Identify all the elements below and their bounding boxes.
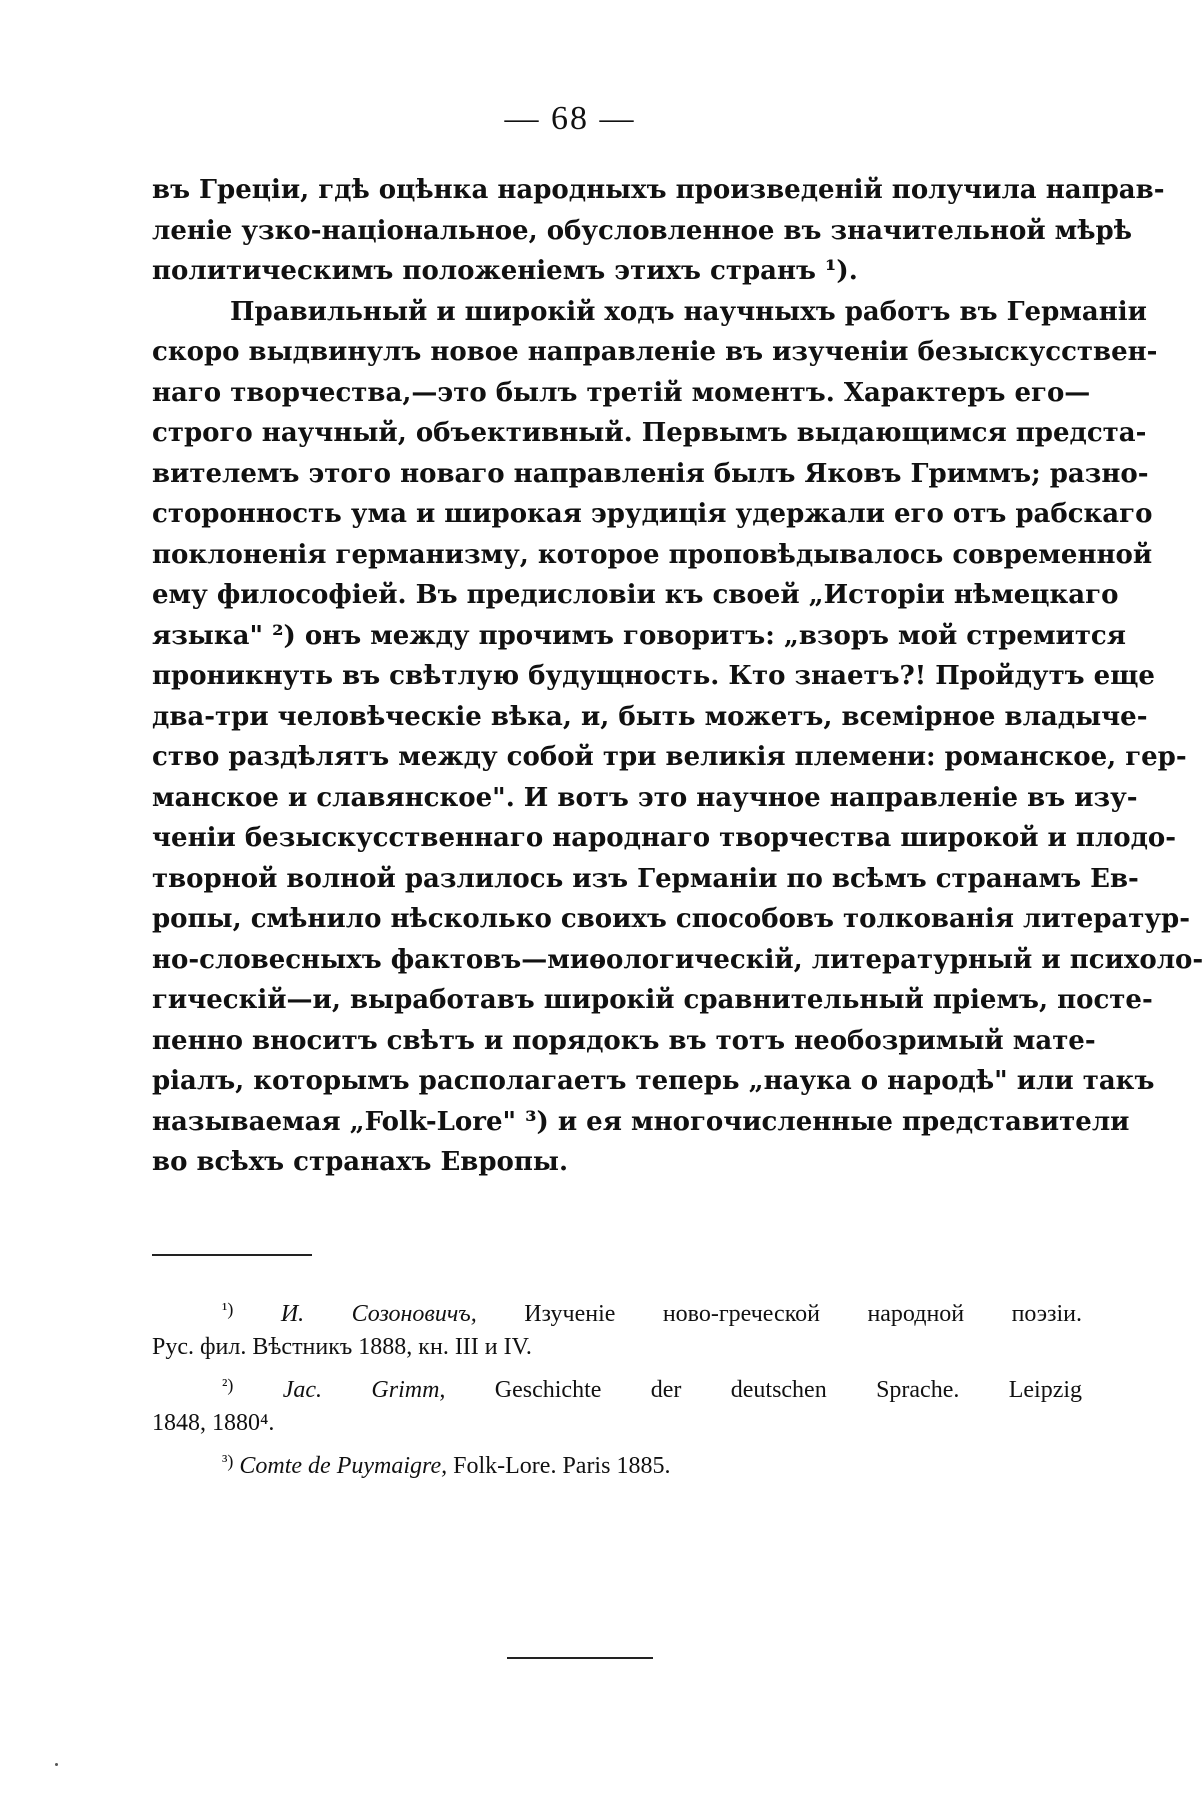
text-line: творной волной разлилось изъ Германіи по всѣмъ странамъ Ев- (152, 863, 1139, 894)
footnote-author: Comte de Puymaigre, (239, 1453, 448, 1479)
text-line: поклоненія германизму, которое проповѣдывалось современной (152, 539, 1153, 570)
footnote-3 (152, 1442, 1082, 1480)
text-line: въ Греціи, гдѣ оцѣнка народныхъ произведеній получила направ- (152, 175, 1165, 205)
text-line: проникнуть въ свѣтлую будущность. Кто знаетъ?! Пройдутъ еще (152, 661, 1155, 691)
text-line: но-словесныхъ фактовъ—миѳологическій, литературный и психоло- (152, 944, 1203, 975)
text-line: ство раздѣлятъ между собой три великія племени: романское, гер- (152, 742, 1187, 772)
text-line: во всѣхъ странахъ Европы. (152, 1147, 569, 1177)
text-line: скоро выдвинулъ новое направленіе въ изученіи безыскусствен- (152, 337, 1158, 367)
text-line: ропы, смѣнило нѣсколько своихъ способовъ толкованія литератур- (152, 904, 1191, 934)
footnote-marker: ²) (222, 1375, 234, 1395)
text-line: ріалъ, которымъ располагаетъ теперь „наука о народѣ" или такъ (152, 1066, 1155, 1096)
text-line: наго творчества,—это былъ третій моментъ. Характеръ его— (152, 377, 1091, 408)
footnote-1 (152, 1290, 1082, 1328)
text-line: ему философіей. Въ предисловіи къ своей „Исторіи нѣмецкаго (152, 580, 1119, 610)
body-text (152, 170, 1203, 1183)
footnote-marker: ¹) (222, 1299, 234, 1319)
footnote-author: И. Созоновичъ, (280, 1301, 477, 1327)
end-rule (507, 1657, 653, 1659)
text-line: леніе узко-національное, обусловленное въ значительной мѣрѣ (152, 215, 1132, 246)
text-line: политическимъ положеніемъ этихъ странъ ¹). (152, 256, 858, 286)
footnote-separator (152, 1254, 312, 1256)
footnote-1-continuation: Рус. фил. Вѣстникъ 1888, кн. III и IV. (152, 1334, 532, 1360)
footnote-text: Folk-Lore. Paris 1885. (453, 1453, 671, 1479)
text-line: строго научный, объективный. Первымъ выдающимся предста- (152, 418, 1147, 448)
text-line: два-три человѣческіе вѣка, и, быть можетъ, всемірное владыче- (152, 701, 1148, 732)
footnote-text: Geschichte der deutschen Sprache. Leipzig (494, 1377, 1083, 1403)
text-line: сторонность ума и широкая эрудиція удержали его отъ рабскаго (152, 499, 1153, 529)
text-line: вителемъ этого новаго направленія былъ Яковъ Гриммъ; разно- (152, 458, 1149, 489)
text-line: пенно вноситъ свѣтъ и порядокъ въ тотъ необозримый мате- (152, 1025, 1096, 1056)
speck (55, 1763, 58, 1766)
text-line: называемая „Folk-Lore" ³) и ея многочисленные представители (152, 1106, 1130, 1137)
footnotes (152, 1290, 1082, 1480)
text-line: ченіи безыскусственнаго народнаго творчества широкой и плодо- (152, 823, 1177, 853)
footnote-author: Jac. Grimm, (282, 1377, 446, 1403)
page-number: — 68 — (504, 100, 636, 137)
text-line: Правильный и широкій ходъ научныхъ работъ въ Германіи (230, 296, 1147, 327)
text-line: гическій—и, выработавъ широкій сравнительный пріемъ, посте- (152, 985, 1153, 1015)
footnote-2-continuation: 1848, 1880⁴. (152, 1410, 275, 1436)
text-line: языка" ²) онъ между прочимъ говоритъ: „взоръ мой стремится (152, 620, 1126, 651)
footnote-marker: ³) (222, 1451, 234, 1471)
footnote-2 (152, 1366, 1082, 1404)
text-line: манское и славянское". И вотъ это научное направленіе въ изу- (152, 782, 1138, 813)
footnote-text: Изученіе ново-греческой народной поэзіи. (524, 1301, 1083, 1327)
